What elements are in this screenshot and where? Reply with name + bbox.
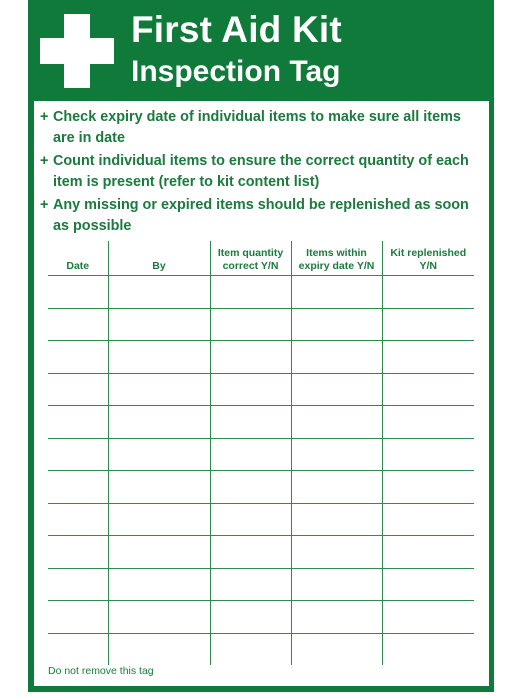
table-cell [108,373,210,406]
plus-bullet-icon: + [40,109,49,125]
table-cell [382,536,474,569]
instruction-item [40,107,480,149]
table-cell [48,568,108,601]
table-cell [48,503,108,536]
table-cell [382,308,474,341]
table-cell [48,438,108,471]
table-cell [291,308,382,341]
table-cell [108,568,210,601]
table-cell [108,308,210,341]
table-cell [48,601,108,634]
page-title: First Aid Kit [131,9,342,50]
table-cell [382,568,474,601]
table-cell [48,341,108,374]
table-row [48,438,474,471]
table-header-row [48,241,474,276]
table-row [48,341,474,374]
table-cell [210,308,291,341]
tag-header [28,0,494,100]
table-cell [210,568,291,601]
table-cell [210,471,291,504]
table-cell [48,633,108,665]
table-cell [291,406,382,439]
table-cell [291,341,382,374]
table-cell [210,438,291,471]
instruction-item [40,151,480,193]
plus-bullet-icon: + [40,197,49,213]
table-cell [291,503,382,536]
table-cell [108,438,210,471]
table-cell [382,341,474,374]
table-row [48,471,474,504]
table-cell [108,633,210,665]
table-cell [382,276,474,309]
table-cell [108,471,210,504]
table-cell [291,471,382,504]
table-cell [210,536,291,569]
plus-bullet-icon: + [40,153,49,169]
table-row [48,406,474,439]
table-cell [48,308,108,341]
table-cell [48,373,108,406]
instruction-list [40,107,480,239]
table-cell [108,503,210,536]
table-row [48,536,474,569]
column-header-quantity: Item quantity correct Y/N [210,241,291,276]
table-cell [48,406,108,439]
table-cell [382,373,474,406]
table-cell [210,341,291,374]
table-row [48,276,474,309]
table-row [48,568,474,601]
tag-panel [34,101,489,686]
page-subtitle: Inspection Tag [131,55,341,88]
table-cell [291,438,382,471]
table-row [48,503,474,536]
table-cell [48,276,108,309]
column-header-replenished: Kit replenished Y/N [382,241,474,276]
inspection-log-table [48,241,474,665]
instruction-item [40,195,480,237]
instruction-text: Check expiry date of individual items to make sure all items are in date [53,109,461,146]
table-cell [382,601,474,634]
instruction-text: Any missing or expired items should be replenished as soon as possible [53,197,469,234]
table-row [48,601,474,634]
footer-note: Do not remove this tag [48,665,154,677]
table-cell [291,373,382,406]
table-cell [210,503,291,536]
table-cell [48,536,108,569]
table-cell [291,633,382,665]
table-row [48,373,474,406]
table-cell [210,406,291,439]
table-cell [48,471,108,504]
table-cell [382,633,474,665]
table-row [48,633,474,665]
table-cell [210,601,291,634]
table-cell [210,633,291,665]
table-cell [108,341,210,374]
table-cell [108,276,210,309]
column-header-date: Date [48,241,108,276]
table-cell [382,503,474,536]
table-cell [210,373,291,406]
table-cell [382,471,474,504]
table-cell [382,406,474,439]
table-cell [108,601,210,634]
first-aid-cross-icon [40,14,114,88]
table-cell [291,536,382,569]
table-cell [291,276,382,309]
table-cell [108,536,210,569]
table-cell [382,438,474,471]
table-cell [210,276,291,309]
instruction-text: Count individual items to ensure the correct quantity of each item is present (refer to kit content list) [53,153,469,190]
table-cell [291,601,382,634]
inspection-tag [28,0,494,692]
table-cell [108,406,210,439]
log-table-body [48,276,474,666]
column-header-by: By [108,241,210,276]
table-cell [291,568,382,601]
table-row [48,308,474,341]
column-header-expiry: Items within expiry date Y/N [291,241,382,276]
cross-horizontal-bar [40,38,114,64]
